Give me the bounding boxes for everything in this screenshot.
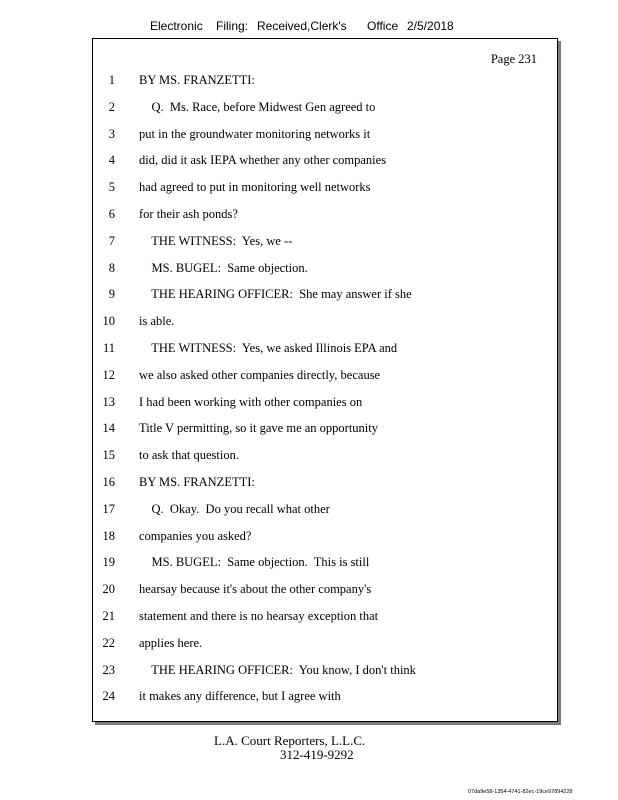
line-number: 24 xyxy=(102,689,115,704)
line-number: 22 xyxy=(102,635,115,650)
transcript-line xyxy=(93,663,553,683)
transcript-line xyxy=(93,207,553,227)
header-electronic: Electronic xyxy=(150,19,203,33)
line-text: Q. Okay. Do you recall what other xyxy=(139,501,330,516)
line-number: 4 xyxy=(108,153,115,168)
transcript-line xyxy=(93,287,553,307)
transcript-line xyxy=(93,100,553,120)
transcript-line xyxy=(93,341,553,361)
line-text: it makes any difference, but I agree with xyxy=(139,689,341,704)
line-text: we also asked other companies directly, because xyxy=(139,367,381,382)
header-date: 2/5/2018 xyxy=(407,19,454,33)
line-number: 12 xyxy=(102,367,115,382)
line-number: 20 xyxy=(102,582,115,597)
line-number: 14 xyxy=(102,421,115,436)
transcript-line xyxy=(93,395,553,415)
document-hash: 07da9e58-1354-4741-82ec-19ce97894228 xyxy=(468,789,573,795)
transcript-line xyxy=(93,421,553,441)
line-text: MS. BUGEL: Same objection. This is still xyxy=(139,555,370,570)
transcript-line xyxy=(93,314,553,334)
transcript-line xyxy=(93,234,553,254)
line-number: 15 xyxy=(102,448,115,463)
line-text: MS. BUGEL: Same objection. xyxy=(139,260,308,275)
transcript-line xyxy=(93,689,553,709)
line-number: 10 xyxy=(102,314,115,329)
reporter-company: L.A. Court Reporters, L.L.C. xyxy=(214,733,366,748)
transcript-line xyxy=(93,502,553,522)
transcript-line xyxy=(93,555,553,575)
line-text: to ask that question. xyxy=(139,448,239,463)
line-text: statement and there is no hearsay exception that xyxy=(139,609,379,623)
line-number: 9 xyxy=(108,287,115,302)
line-number: 16 xyxy=(102,475,115,489)
line-number: 23 xyxy=(102,662,115,677)
line-text: Title V permitting, so it gave me an opportunity xyxy=(139,421,378,436)
line-text: Q. Ms. Race, before Midwest Gen agreed to xyxy=(139,99,376,114)
header-filing: Filing: xyxy=(216,19,249,33)
line-number: 21 xyxy=(102,609,115,623)
transcript-page xyxy=(92,38,558,722)
transcript-line xyxy=(93,153,553,173)
line-text: hearsay because it's about the other company's xyxy=(139,582,372,597)
line-number: 8 xyxy=(108,260,115,275)
transcript-line xyxy=(93,368,553,388)
line-text: did, did it ask IEPA whether any other companies xyxy=(139,153,387,168)
header-office: Office xyxy=(367,19,399,33)
line-number: 5 xyxy=(108,180,115,195)
transcript-line xyxy=(93,127,553,147)
line-text: THE WITNESS: Yes, we asked Illinois EPA and xyxy=(139,341,398,355)
page-number: Page 231 xyxy=(490,52,537,66)
transcript-line xyxy=(93,73,553,93)
transcript-line xyxy=(93,529,553,549)
transcript-line xyxy=(93,475,553,495)
header-received: Received,Clerk's xyxy=(257,19,347,33)
line-number: 11 xyxy=(102,341,115,355)
transcript-line xyxy=(93,180,553,200)
line-number: 2 xyxy=(108,99,115,114)
transcript-line xyxy=(93,582,553,602)
line-text: is able. xyxy=(139,314,175,329)
transcript-line xyxy=(93,261,553,281)
line-text: THE WITNESS: Yes, we -- xyxy=(139,233,293,248)
line-number: 6 xyxy=(108,207,115,221)
line-number: 13 xyxy=(102,394,115,409)
line-number: 7 xyxy=(108,233,115,248)
line-number: 3 xyxy=(108,126,115,141)
line-number: 19 xyxy=(102,555,115,570)
line-text: had agreed to put in monitoring well networks xyxy=(139,180,371,195)
transcript-line xyxy=(93,636,553,656)
filing-header xyxy=(0,19,618,37)
line-text: for their ash ponds? xyxy=(139,207,238,221)
line-text: THE HEARING OFFICER: She may answer if she xyxy=(139,287,412,302)
line-text: BY MS. FRANZETTI: xyxy=(139,73,255,87)
line-text: I had been working with other companies on xyxy=(139,394,363,409)
line-number: 1 xyxy=(108,73,115,87)
line-text: companies you asked? xyxy=(139,528,252,543)
line-number: 18 xyxy=(102,528,115,543)
line-text: BY MS. FRANZETTI: xyxy=(139,475,255,489)
line-text: put in the groundwater monitoring networks it xyxy=(139,126,371,141)
line-text: applies here. xyxy=(139,635,203,650)
line-text: THE HEARING OFFICER: You know, I don't think xyxy=(139,662,416,677)
transcript-line xyxy=(93,609,553,629)
transcript-line xyxy=(93,448,553,468)
reporter-phone: 312-419-9292 xyxy=(280,747,354,762)
line-number: 17 xyxy=(102,501,115,516)
